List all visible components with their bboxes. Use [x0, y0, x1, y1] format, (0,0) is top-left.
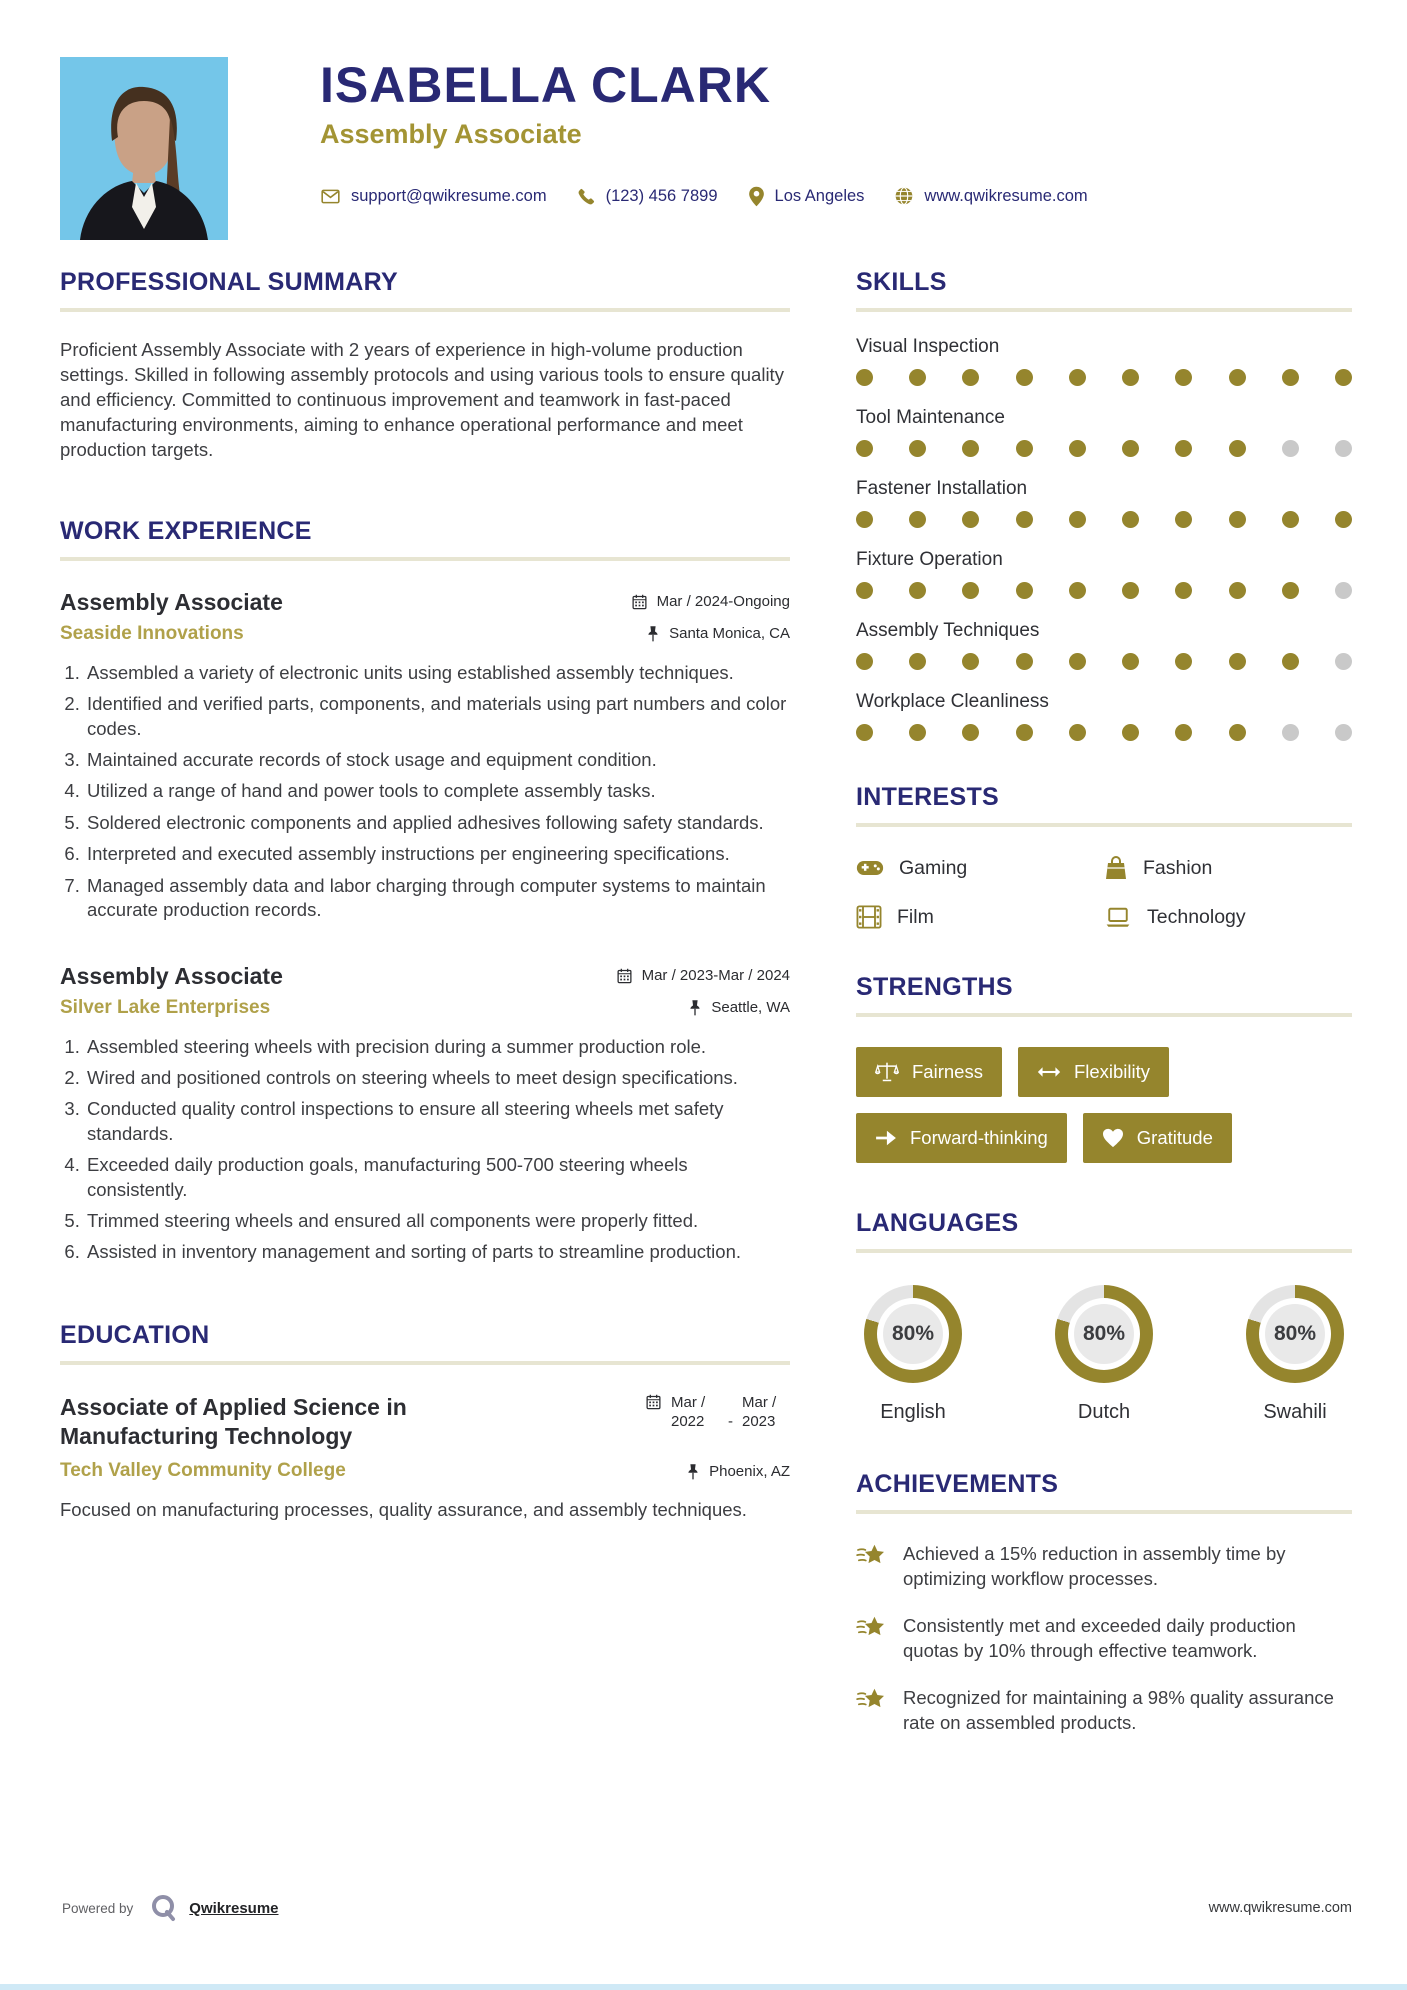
rating-dot-filled: [1335, 369, 1352, 386]
language-progress-ring: [1246, 1285, 1344, 1383]
language-percent: 80%: [1265, 1304, 1325, 1364]
calendar-icon: [645, 1393, 662, 1410]
achievement-text: Achieved a 15% reduction in assembly time by optimizing workflow processes.: [903, 1543, 1286, 1589]
rating-dot-empty: [1282, 724, 1299, 741]
rating-dot-filled: [1282, 369, 1299, 386]
rating-dot-filled: [1069, 724, 1086, 741]
rating-dot-filled: [1229, 653, 1246, 670]
left-column: [60, 268, 790, 1758]
page-title: ISABELLA CLARK: [320, 57, 772, 113]
achievements-heading: ACHIEVEMENTS: [856, 1470, 1059, 1498]
content-columns: [60, 268, 1352, 1758]
section-work-experience: [60, 517, 790, 1265]
rating-dot-filled: [1122, 511, 1139, 528]
rating-dot-filled: [1016, 369, 1033, 386]
scales-icon: [875, 1061, 899, 1083]
rating-dot-filled: [1175, 511, 1192, 528]
job-sub: [60, 623, 790, 645]
job-period-text: Mar / 2024-Ongoing: [656, 592, 790, 610]
rating-dot-empty: [1335, 653, 1352, 670]
language-name: English: [880, 1401, 946, 1423]
achievement-text: Recognized for maintaining a 98% quality assurance rate on assembled products.: [903, 1686, 1334, 1733]
profile-photo: [60, 57, 228, 240]
rating-dot-filled: [909, 511, 926, 528]
rating-dot-filled: [1122, 369, 1139, 386]
rating-dot-filled: [909, 369, 926, 386]
language-percent: 80%: [1074, 1304, 1134, 1364]
contact-email[interactable]: [320, 186, 547, 207]
education-head: [60, 1393, 790, 1451]
skill-row: [856, 691, 1352, 741]
rating-dot-filled: [1282, 582, 1299, 599]
rating-dot-filled: [1016, 582, 1033, 599]
rating-dot-empty: [1335, 724, 1352, 741]
section-divider: [856, 1013, 1352, 1017]
interest-label: Gaming: [899, 856, 968, 879]
rating-dot-filled: [1122, 582, 1139, 599]
envelope-icon: [320, 186, 341, 207]
right-column: [856, 268, 1352, 1758]
gamepad-icon: [856, 858, 884, 878]
education-location-text: Phoenix, AZ: [709, 1462, 790, 1480]
job-bullet: 6. Interpreted and executed assembly instructions per engineering specifications.: [85, 842, 790, 866]
job-location-text: Santa Monica, CA: [669, 625, 790, 643]
strength-badges: [856, 1047, 1352, 1163]
job-period: [631, 593, 790, 610]
interest-item: [1104, 905, 1352, 929]
contact-email-text: support@qwikresume.com: [351, 186, 547, 205]
language-name: Dutch: [1077, 1401, 1131, 1423]
skill-rating-dots: [856, 369, 1352, 386]
shooting-star-icon: [856, 1543, 886, 1569]
arrow-right-icon: [875, 1129, 897, 1147]
summary-text: Proficient Assembly Associate with 2 years of experience in high-volume production settings. Skilled in following assembly protocols and using various tools to ensure quality and efficiency. Committed to continuous improvement and teamwork in fast-paced manufacturing environments, aiming to enhance operational performance and meet production targets.: [60, 339, 784, 460]
pushpin-icon: [686, 1463, 700, 1480]
rating-dot-filled: [1122, 724, 1139, 741]
job-bullet: 2. Wired and positioned controls on steering wheels to meet design specifications.: [85, 1066, 790, 1090]
rating-dot-filled: [1229, 582, 1246, 599]
pushpin-icon: [646, 625, 660, 642]
strength-label: Fairness: [912, 1061, 983, 1082]
skill-rating-dots: [856, 653, 1352, 670]
education-location: [686, 1463, 790, 1480]
job-bullet: 4. Utilized a range of hand and power tools to complete assembly tasks.: [85, 779, 790, 803]
rating-dot-filled: [1016, 511, 1033, 528]
interest-item: [856, 855, 1104, 881]
rating-dot-filled: [1335, 511, 1352, 528]
section-divider: [856, 1510, 1352, 1514]
rating-dot-filled: [1229, 369, 1246, 386]
rating-dot-filled: [1069, 440, 1086, 457]
calendar-icon: [616, 967, 633, 984]
skills-heading: SKILLS: [856, 268, 947, 296]
rating-dot-filled: [856, 369, 873, 386]
skill-name: Fixture Operation: [856, 549, 1003, 570]
section-education: [60, 1321, 790, 1523]
profile-photo-illustration: [60, 57, 228, 240]
language-item: [1055, 1285, 1153, 1424]
rating-dot-filled: [1069, 369, 1086, 386]
rating-dot-filled: [909, 724, 926, 741]
achievement-item: [856, 1686, 1352, 1736]
double-arrow-icon: [1037, 1065, 1061, 1079]
rating-dot-filled: [1175, 724, 1192, 741]
job-bullet: 7. Managed assembly data and labor charging through computer systems to maintain accurate production records.: [85, 874, 790, 923]
rating-dot-filled: [1282, 653, 1299, 670]
rating-dot-filled: [1069, 582, 1086, 599]
interests-heading: INTERESTS: [856, 783, 999, 811]
section-divider: [856, 1249, 1352, 1253]
rating-dot-filled: [1229, 511, 1246, 528]
film-icon: [856, 905, 882, 929]
language-percent: 80%: [883, 1304, 943, 1364]
strength-label: Flexibility: [1073, 1061, 1151, 1082]
rating-dot-filled: [962, 653, 979, 670]
contact-phone[interactable]: [577, 187, 718, 206]
interest-label: Technology: [1147, 905, 1246, 928]
rating-dot-filled: [962, 440, 979, 457]
job-location-text: Seattle, WA: [711, 999, 790, 1016]
rating-dot-filled: [962, 724, 979, 741]
calendar-icon: [631, 593, 648, 610]
rating-dot-filled: [909, 653, 926, 670]
languages-heading: LANGUAGES: [856, 1209, 1019, 1237]
heart-icon: [1102, 1128, 1124, 1148]
degree-title: Associate of Applied Science in Manufacturing Technology: [60, 1393, 407, 1449]
rating-dot-filled: [856, 653, 873, 670]
skill-rating-dots: [856, 440, 1352, 457]
job-bullets: [60, 661, 790, 923]
job-bullet: 5. Soldered electronic components and applied adhesives following safety standards.: [85, 811, 790, 835]
job-head: [60, 589, 790, 616]
contact-row: [320, 186, 1088, 207]
job-title: Assembly Associate: [60, 588, 283, 615]
section-skills: [856, 268, 1352, 741]
job-company: Seaside Innovations: [60, 622, 244, 644]
header: [60, 57, 1352, 240]
laptop-icon: [1104, 906, 1132, 929]
rating-dot-filled: [1229, 724, 1246, 741]
strengths-heading: STRENGTHS: [856, 973, 1013, 1001]
skill-name: Tool Maintenance: [856, 407, 1005, 428]
job-entry: [60, 589, 790, 923]
work-heading: WORK EXPERIENCE: [60, 516, 312, 545]
strength-label: Forward-thinking: [910, 1127, 1048, 1148]
interests-grid: [856, 855, 1352, 929]
interest-label: Fashion: [1143, 856, 1213, 879]
rating-dot-filled: [856, 511, 873, 528]
education-period: [645, 1393, 790, 1451]
job-bullet: 1. Assembled steering wheels with precision during a summer production role.: [85, 1035, 790, 1059]
language-progress-ring: [1055, 1285, 1153, 1383]
strength-badge: [856, 1113, 1067, 1163]
contact-location: [748, 186, 865, 207]
footer-website-link[interactable]: www.qwikresume.com: [1208, 1900, 1352, 1916]
strength-label: Gratitude: [1136, 1127, 1213, 1148]
footer: [62, 1893, 1352, 1923]
section-divider: [856, 823, 1352, 827]
section-achievements: [856, 1470, 1352, 1736]
education-heading: EDUCATION: [60, 1320, 210, 1349]
job-head: [60, 963, 790, 990]
skill-name: Visual Inspection: [856, 336, 1000, 357]
skill-name: Workplace Cleanliness: [856, 691, 1049, 712]
rating-dot-filled: [962, 511, 979, 528]
rating-dot-filled: [856, 440, 873, 457]
interest-item: [856, 905, 1104, 929]
section-interests: [856, 783, 1352, 929]
shopping-bag-icon: [1104, 855, 1128, 881]
job-period-text: Mar / 2023-Mar / 2024: [641, 966, 790, 984]
rating-dot-empty: [1282, 440, 1299, 457]
education-sub: [60, 1460, 790, 1482]
rating-dot-filled: [1016, 440, 1033, 457]
job-role-subtitle: Assembly Associate: [320, 118, 582, 149]
job-bullet: 4. Exceeded daily production goals, manufacturing 500-700 steering wheels consistently.: [85, 1153, 790, 1202]
rating-dot-filled: [1069, 653, 1086, 670]
job-title: Assembly Associate: [60, 962, 283, 989]
skill-row: [856, 336, 1352, 386]
skills-list: [856, 336, 1352, 741]
interest-item: [1104, 855, 1352, 881]
rating-dot-filled: [1175, 582, 1192, 599]
skill-name: Assembly Techniques: [856, 620, 1040, 641]
job-entry: [60, 963, 790, 1265]
rating-dot-filled: [1016, 653, 1033, 670]
skill-row: [856, 620, 1352, 670]
job-sub: [60, 997, 790, 1019]
job-period: [616, 967, 790, 984]
job-bullet: 1. Assembled a variety of electronic units using established assembly techniques.: [85, 661, 790, 685]
section-divider: [60, 308, 790, 312]
qwikresume-brand-link[interactable]: Qwikresume: [189, 1899, 279, 1917]
achievement-text: Consistently met and exceeded daily production quotas by 10% through effective teamwork.: [903, 1614, 1296, 1661]
rating-dot-filled: [1122, 653, 1139, 670]
job-bullet: 6. Assisted in inventory management and sorting of parts to streamline production.: [85, 1240, 790, 1264]
section-strengths: [856, 973, 1352, 1163]
summary-heading: PROFESSIONAL SUMMARY: [60, 268, 398, 296]
rating-dot-filled: [1175, 440, 1192, 457]
shooting-star-icon: [856, 1687, 886, 1713]
job-company: Silver Lake Enterprises: [60, 996, 271, 1018]
language-name: Swahili: [1263, 1401, 1327, 1423]
strength-badge: [1018, 1047, 1169, 1097]
rating-dot-filled: [962, 582, 979, 599]
strength-badge: [856, 1047, 1002, 1097]
skill-row: [856, 478, 1352, 528]
globe-icon: [894, 186, 914, 206]
rating-dot-filled: [856, 724, 873, 741]
education-period-end: Mar / 2023: [742, 1393, 777, 1431]
languages-list: [856, 1285, 1352, 1424]
section-languages: [856, 1209, 1352, 1424]
section-divider: [60, 1361, 790, 1365]
skill-rating-dots: [856, 724, 1352, 741]
section-professional-summary: [60, 268, 790, 463]
interest-label: Film: [897, 905, 934, 928]
rating-dot-filled: [962, 369, 979, 386]
skill-rating-dots: [856, 582, 1352, 599]
shooting-star-icon: [856, 1615, 886, 1641]
page-bottom-strip: [0, 1984, 1407, 1990]
education-description: Focused on manufacturing processes, quality assurance, and assembly techniques.: [60, 1499, 747, 1521]
rating-dot-filled: [1122, 440, 1139, 457]
phone-icon: [577, 187, 596, 206]
skill-row: [856, 549, 1352, 599]
rating-dot-filled: [856, 582, 873, 599]
rating-dot-filled: [1175, 369, 1192, 386]
map-pin-icon: [748, 186, 765, 207]
pushpin-icon: [688, 999, 702, 1016]
skill-row: [856, 407, 1352, 457]
section-divider: [856, 308, 1352, 312]
achievement-item: [856, 1542, 1352, 1592]
rating-dot-filled: [909, 582, 926, 599]
qwikresume-logo-icon: [149, 1893, 179, 1923]
rating-dot-empty: [1335, 582, 1352, 599]
education-period-start: Mar / 2022: [671, 1393, 706, 1431]
language-progress-ring: [864, 1285, 962, 1383]
job-location: [646, 625, 790, 642]
achievement-item: [856, 1614, 1352, 1664]
rating-dot-filled: [1282, 511, 1299, 528]
job-bullet: 3. Maintained accurate records of stock usage and equipment condition.: [85, 748, 790, 772]
contact-phone-text: (123) 456 7899: [605, 186, 718, 205]
job-bullets: [60, 1035, 790, 1265]
rating-dot-filled: [909, 440, 926, 457]
language-item: [1246, 1285, 1344, 1424]
education-period-separator: -: [728, 1413, 733, 1430]
skill-name: Fastener Installation: [856, 478, 1028, 499]
contact-website[interactable]: [894, 186, 1087, 206]
job-bullet: 5. Trimmed steering wheels and ensured all components were properly fitted.: [85, 1209, 790, 1233]
job-location: [688, 999, 790, 1016]
contact-website-text: www.qwikresume.com: [924, 186, 1088, 205]
powered-by-label: Powered by: [62, 1900, 134, 1916]
section-divider: [60, 557, 790, 561]
rating-dot-filled: [1175, 653, 1192, 670]
strength-badge: [1083, 1113, 1232, 1163]
job-bullet: 3. Conducted quality control inspections to ensure all steering wheels met safety standards.: [85, 1097, 790, 1146]
contact-location-text: Los Angeles: [774, 186, 865, 205]
skill-rating-dots: [856, 511, 1352, 528]
rating-dot-filled: [1016, 724, 1033, 741]
header-main: [320, 57, 1088, 240]
language-item: [864, 1285, 962, 1424]
school-name: Tech Valley Community College: [60, 1460, 346, 1482]
rating-dot-filled: [1229, 440, 1246, 457]
rating-dot-empty: [1335, 440, 1352, 457]
rating-dot-filled: [1069, 511, 1086, 528]
achievements-list: [856, 1542, 1352, 1736]
job-bullet: 2. Identified and verified parts, components, and materials using part numbers and color codes.: [85, 692, 790, 741]
